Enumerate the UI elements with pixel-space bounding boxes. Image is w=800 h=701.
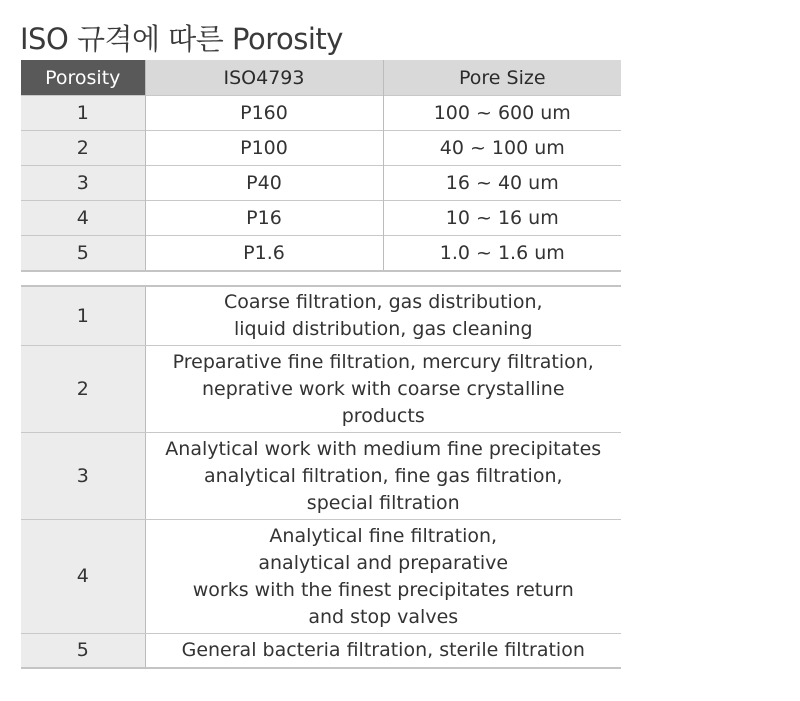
porosity-cell: 4 — [21, 201, 145, 236]
table-row — [21, 201, 621, 236]
iso-cell: P160 — [145, 96, 383, 131]
porosity-cell: 5 — [21, 236, 145, 272]
table-row — [21, 520, 621, 634]
pore-size-cell: 16 ~ 40 um — [383, 166, 621, 201]
header-porosity: Porosity — [21, 60, 145, 96]
porosity-cell: 4 — [21, 520, 145, 634]
table-row — [21, 433, 621, 520]
use-description-cell: General bacteria filtration, sterile filtration — [145, 634, 621, 669]
porosity-cell: 3 — [21, 433, 145, 520]
iso-cell: P1.6 — [145, 236, 383, 272]
pore-size-cell: 40 ~ 100 um — [383, 131, 621, 166]
porosity-uses-table — [21, 285, 621, 669]
porosity-cell: 2 — [21, 131, 145, 166]
porosity-spec-table — [21, 60, 621, 272]
table-row — [21, 96, 621, 131]
table-header-row — [21, 60, 621, 96]
use-description-cell: Coarse filtration, gas distribution, liquid distribution, gas cleaning — [145, 286, 621, 346]
porosity-cell: 5 — [21, 634, 145, 669]
porosity-cell: 1 — [21, 96, 145, 131]
table-row — [21, 634, 621, 669]
table-row — [21, 286, 621, 346]
page-title: ISO 규격에 따른 Porosity — [20, 22, 343, 56]
iso-cell: P100 — [145, 131, 383, 166]
pore-size-cell: 1.0 ~ 1.6 um — [383, 236, 621, 272]
use-description-cell: Preparative fine filtration, mercury filtration, neprative work with coarse crystalline products — [145, 346, 621, 433]
iso-cell: P40 — [145, 166, 383, 201]
use-description-cell: Analytical work with medium fine precipitates analytical filtration, fine gas filtration, special filtration — [145, 433, 621, 520]
pore-size-cell: 10 ~ 16 um — [383, 201, 621, 236]
table-row — [21, 166, 621, 201]
header-pore-size: Pore Size — [383, 60, 621, 96]
table-row — [21, 131, 621, 166]
porosity-cell: 1 — [21, 286, 145, 346]
header-iso4793: ISO4793 — [145, 60, 383, 96]
use-description-cell: Analytical fine filtration, analytical and preparative works with the finest precipitates return and stop valves — [145, 520, 621, 634]
porosity-cell: 3 — [21, 166, 145, 201]
table-row — [21, 346, 621, 433]
table-row — [21, 236, 621, 272]
porosity-cell: 2 — [21, 346, 145, 433]
iso-cell: P16 — [145, 201, 383, 236]
pore-size-cell: 100 ~ 600 um — [383, 96, 621, 131]
